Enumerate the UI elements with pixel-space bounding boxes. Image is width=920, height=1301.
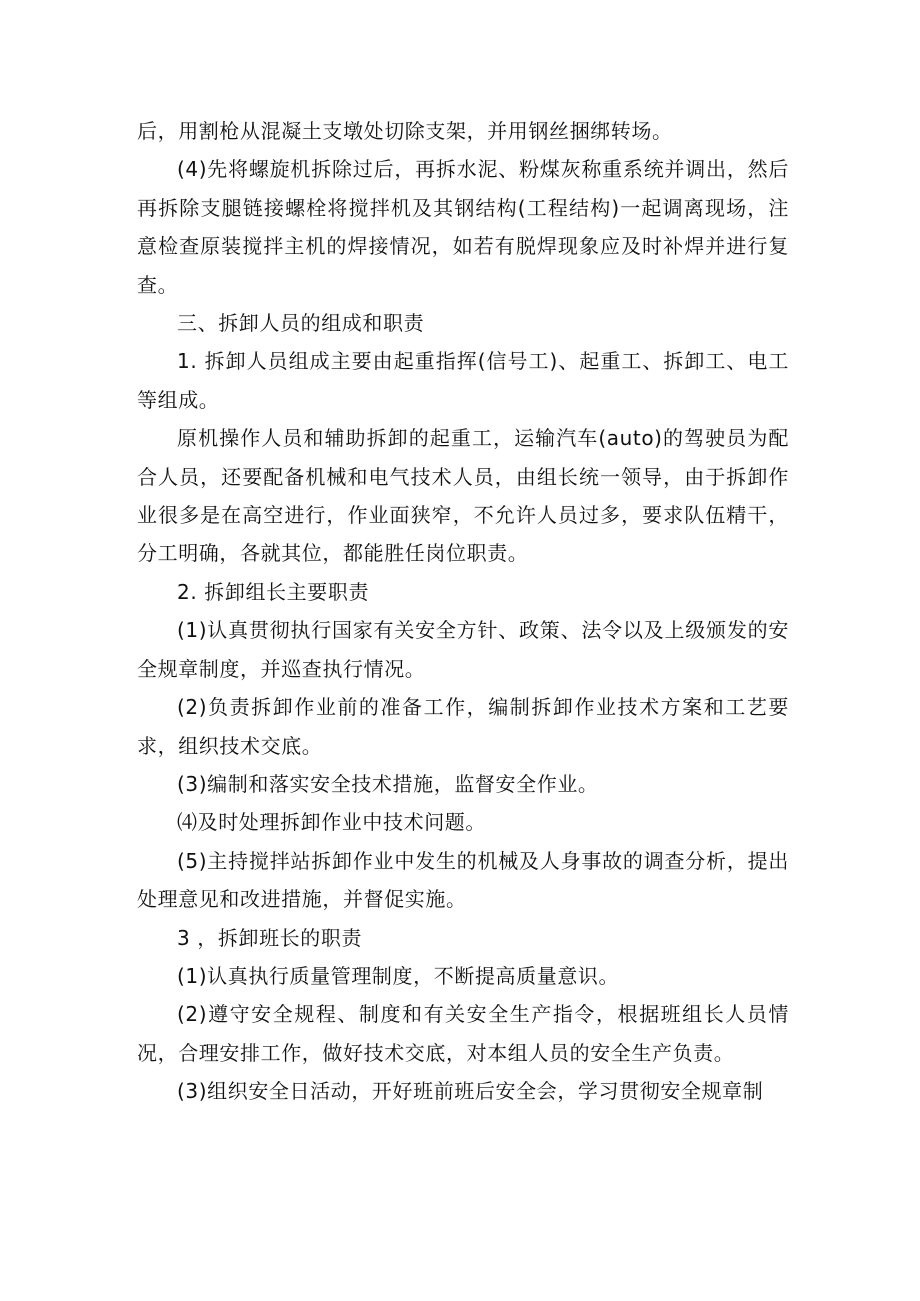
paragraph-leader-duty-3: (3)组织安全日活动，开好班前班后安全会，学习贯彻安全规章制 (177, 1079, 764, 1104)
section-heading-3: 三、拆卸人员的组成和职责 (177, 311, 425, 336)
document-body (137, 112, 789, 1111)
paragraph-leader-duty-1: (1)认真执行质量管理制度，不断提高质量意识。 (177, 963, 620, 988)
paragraph-duty-3: (3)编制和落实安全技术措施，监督安全作业。 (177, 771, 599, 796)
paragraph-duty-2: (2)负责拆卸作业前的准备工作，编制拆卸作业技术方案和工艺要求，组织技术交底。 (137, 695, 789, 758)
subheading-item-3: 3 ，拆卸班长的职责 (177, 925, 363, 950)
paragraph-duty-5: (5)主持搅拌站拆卸作业中发生的机械及人身事故的调查分析，提出处理意见和改进措施，并督促实施。 (137, 848, 789, 912)
subheading-item-2: 2. 拆卸组长主要职责 (177, 579, 370, 604)
paragraph-leader-duty-2: (2)遵守安全规程、制度和有关安全生产指令，根据班组长人员情况，合理安排工作，做好技术交底，对本组人员的安全生产负责。 (137, 1002, 789, 1065)
paragraph-continuation: 后，用割枪从混凝土支墩处切除支架，并用钢丝捆绑转场。 (137, 119, 673, 143)
paragraph-step-4: (4)先将螺旋机拆除过后，再拆水泥、粉煤灰称重系统并调出，然后再拆除支腿链接螺栓将搅拌机及其钢结构(工程结构)一起调离现场，注意检查原装搅拌主机的焊接情况，如若有脱焊现象应及时补焊并进行复查。 (137, 157, 789, 297)
paragraph-item-1: 1. 拆卸人员组成主要由起重指挥(信号工)、起重工、拆卸工、电工等组成。 (137, 349, 789, 412)
paragraph-duty-1: (1)认真贯彻执行国家有关安全方针、政策、法令以及上级颁发的安全规章制度，并巡查执行情况。 (137, 618, 789, 681)
paragraph-personnel: 原机操作人员和辅助拆卸的起重工，运输汽车(auto)的驾驶员为配合人员，还要配备机械和电气技术人员，由组长统一领导，由于拆卸作业很多是在高空进行，作业面狭窄，不允许人员过多，要求队伍精干，分工明确，各就其位，都能胜任岗位职责。 (137, 426, 789, 566)
paragraph-duty-4: ⑷及时处理拆卸作业中技术问题。 (177, 810, 486, 835)
